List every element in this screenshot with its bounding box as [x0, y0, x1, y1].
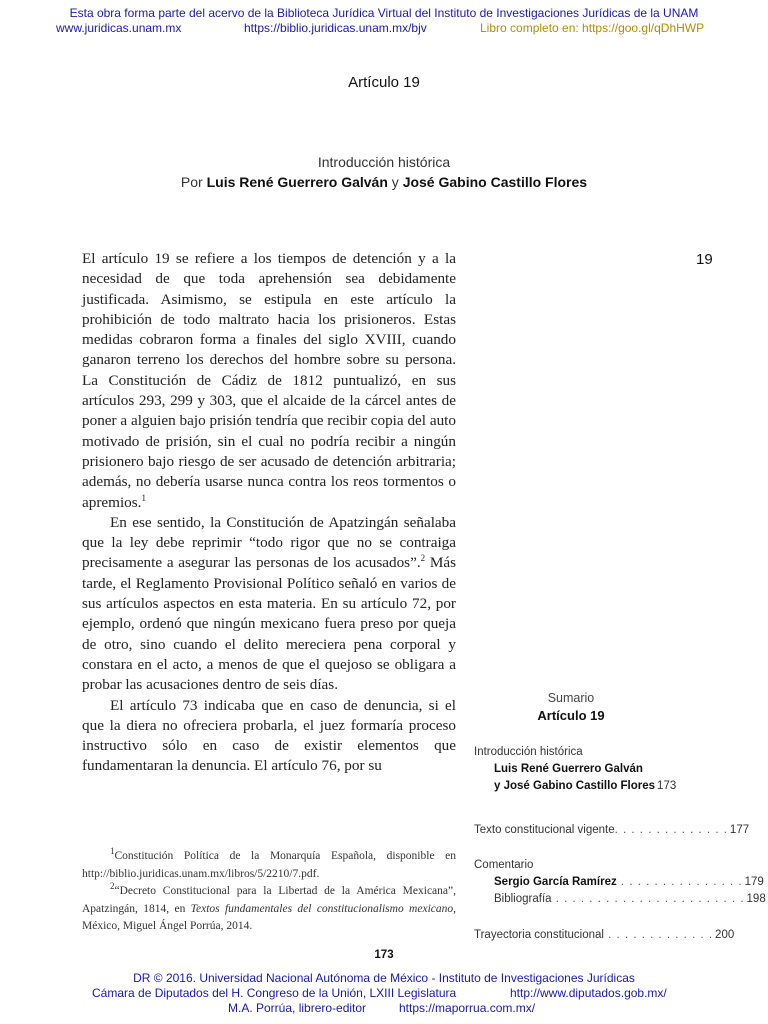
- side-page-number: 19: [696, 251, 713, 268]
- toc-entry[interactable]: [474, 761, 668, 778]
- header-notice: Esta obra forma parte del acervo de la Biblioteca Jurídica Virtual del Instituto de Investigaciones Jurídicas de la UNAM: [69, 6, 699, 20]
- libro-completo-link[interactable]: Libro completo en: https://goo.gl/qDhHWP: [480, 21, 705, 35]
- toc-entry[interactable]: [474, 822, 750, 839]
- paragraph-2-text-a: En ese sentido, la Constitución de Apatzingán señalaba que la ley debe reprimir “todo rigor que no se contraiga precisamente a asegurar las personas de los acusados”.: [82, 513, 456, 572]
- porrua-text: M.A. Porrúa, librero-editor: [228, 1001, 367, 1015]
- and-word: y: [391, 174, 399, 190]
- paragraph-1-text: El artículo 19 se refiere a los tiempos de detención y a la necesidad de que toda aprehensión sea debidamente justificada. Asimismo, se estipula en este artículo la prohibición de todo maltrato hacia los prisioneros. Estas medidas cobraron forma a finales del siglo XVIII, cuando ganaron terreno los derechos del hombre sobre su persona. La Constitución de Cádiz de 1812 puntualizó, en sus artículos 293, 299 y 303, que el alcaide de la cárcel antes de poner a alguien bajo prisión tendría que recibir copia del auto motivado de prisión, sin el cual no podría recibir a ningún prisionero bajo riesgo de ser acusado de detención arbitraria; además, no debería usarse nunca contra los reos tormentos o apremios.: [82, 250, 456, 511]
- by-word: Por: [180, 174, 203, 190]
- toc-page: 177: [729, 824, 750, 836]
- footnote-ref-1[interactable]: 1: [141, 492, 146, 503]
- footnote-2-text-a: “Decreto Constitucional para la Libertad de la América Mexicana”, Apatzingán, 1814, en: [82, 885, 456, 915]
- sumario-heading: Sumario: [547, 691, 595, 705]
- sumario-title: Artículo 19: [537, 708, 605, 723]
- footnotes: [82, 848, 456, 936]
- toc-entry[interactable]: [474, 744, 668, 761]
- footnote-2-book-title: Textos fundamentales del constitucionalismo mexicano: [190, 902, 454, 915]
- maporrua-link[interactable]: https://maporrua.com.mx/: [399, 1001, 536, 1015]
- juridicas-link[interactable]: www.juridicas.unam.mx: [56, 21, 182, 35]
- body-text: [82, 249, 456, 777]
- diputados-link[interactable]: http://www.diputados.gob.mx/: [510, 986, 667, 1000]
- paragraph-2: [82, 513, 456, 696]
- toc-label: Luis René Guerrero Galván: [494, 763, 643, 775]
- toc-page: 200: [715, 929, 735, 941]
- sumario: [474, 690, 766, 944]
- page-number: 173: [374, 949, 394, 961]
- camara-text: Cámara de Diputados del H. Congreso de la Unión, LXIII Legislatura: [92, 986, 457, 1000]
- paragraph-2-text-b: Más tarde, el Reglamento Provisional Político señaló en varios de sus artículos aspectos en esta materia. En su artículo 72, por ejemplo, ordenó que ningún mexicano fuera preso por queja de otro, sino cuando el delito mereciera pena corporal y constara en el acto, a menos de que el quejoso se obligara a probar las acusaciones dentro de seis días.: [82, 554, 456, 694]
- toc-label: Comentario: [474, 859, 534, 871]
- toc-page: 179: [744, 876, 764, 888]
- footnote-1-text: Constitución Política de la Monarquía Española, disponible en http://biblio.juridicas.unam.mx/libros/5/2210/7.pdf.: [82, 850, 456, 880]
- toc-label: y José Gabino Castillo Flores: [494, 780, 656, 792]
- intro-authors: [0, 172, 768, 192]
- footnote-1-mark: 1: [110, 846, 115, 857]
- toc: [474, 744, 766, 944]
- intro-subtitle: Introducción histórica: [317, 154, 451, 170]
- toc-page: 198: [746, 893, 766, 905]
- toc-page: 173: [657, 780, 677, 792]
- toc-label: Texto constitucional vigente: [474, 824, 615, 836]
- toc-entry[interactable]: [474, 891, 766, 908]
- toc-entry[interactable]: [474, 927, 735, 944]
- paragraph-3: El artículo 73 indicaba que en caso de denuncia, si el que la diera no ofreciera probarla, el juez formaría proceso instructivo sólo en caso de existir elementos que fundamentaran la denuncia. El artículo 76, por su: [82, 696, 456, 775]
- footnote-2-mark: 2: [110, 881, 115, 892]
- paragraph-1: [82, 249, 456, 513]
- toc-label: Trayectoria constitucional: [474, 929, 604, 941]
- footer-copyright: DR © 2016. Universidad Nacional Autónoma de México - Instituto de Investigaciones Jurídicas: [133, 971, 635, 985]
- author-1: Luis René Guerrero Galván: [206, 174, 388, 190]
- intro-block: [0, 152, 768, 192]
- toc-dots: . . . . . . . . . . . . .: [603, 929, 714, 941]
- footnote-ref-2[interactable]: 2: [420, 553, 426, 564]
- author-2: José Gabino Castillo Flores: [402, 174, 588, 190]
- toc-dots: . . . . . . . . . . . . . . . . . . . . . . .: [551, 893, 745, 905]
- article-title: Artículo 19: [348, 74, 420, 91]
- footnote-2: [82, 883, 456, 936]
- toc-dots: . . . . . . . . . . . . . .: [614, 824, 728, 836]
- toc-entry[interactable]: [474, 874, 764, 891]
- footnote-2-text-b: , México, Miguel Ángel Porrúa, 2014.: [82, 902, 456, 932]
- toc-entry[interactable]: [474, 778, 677, 795]
- footnote-1: [82, 848, 456, 883]
- toc-label: Introducción histórica: [474, 746, 583, 758]
- toc-entry[interactable]: [474, 857, 668, 874]
- bjv-link[interactable]: https://biblio.juridicas.unam.mx/bjv: [244, 21, 427, 35]
- toc-label: Bibliografía: [494, 893, 552, 905]
- toc-label: Sergio García Ramírez: [494, 876, 617, 888]
- toc-dots: . . . . . . . . . . . . . . .: [616, 876, 743, 888]
